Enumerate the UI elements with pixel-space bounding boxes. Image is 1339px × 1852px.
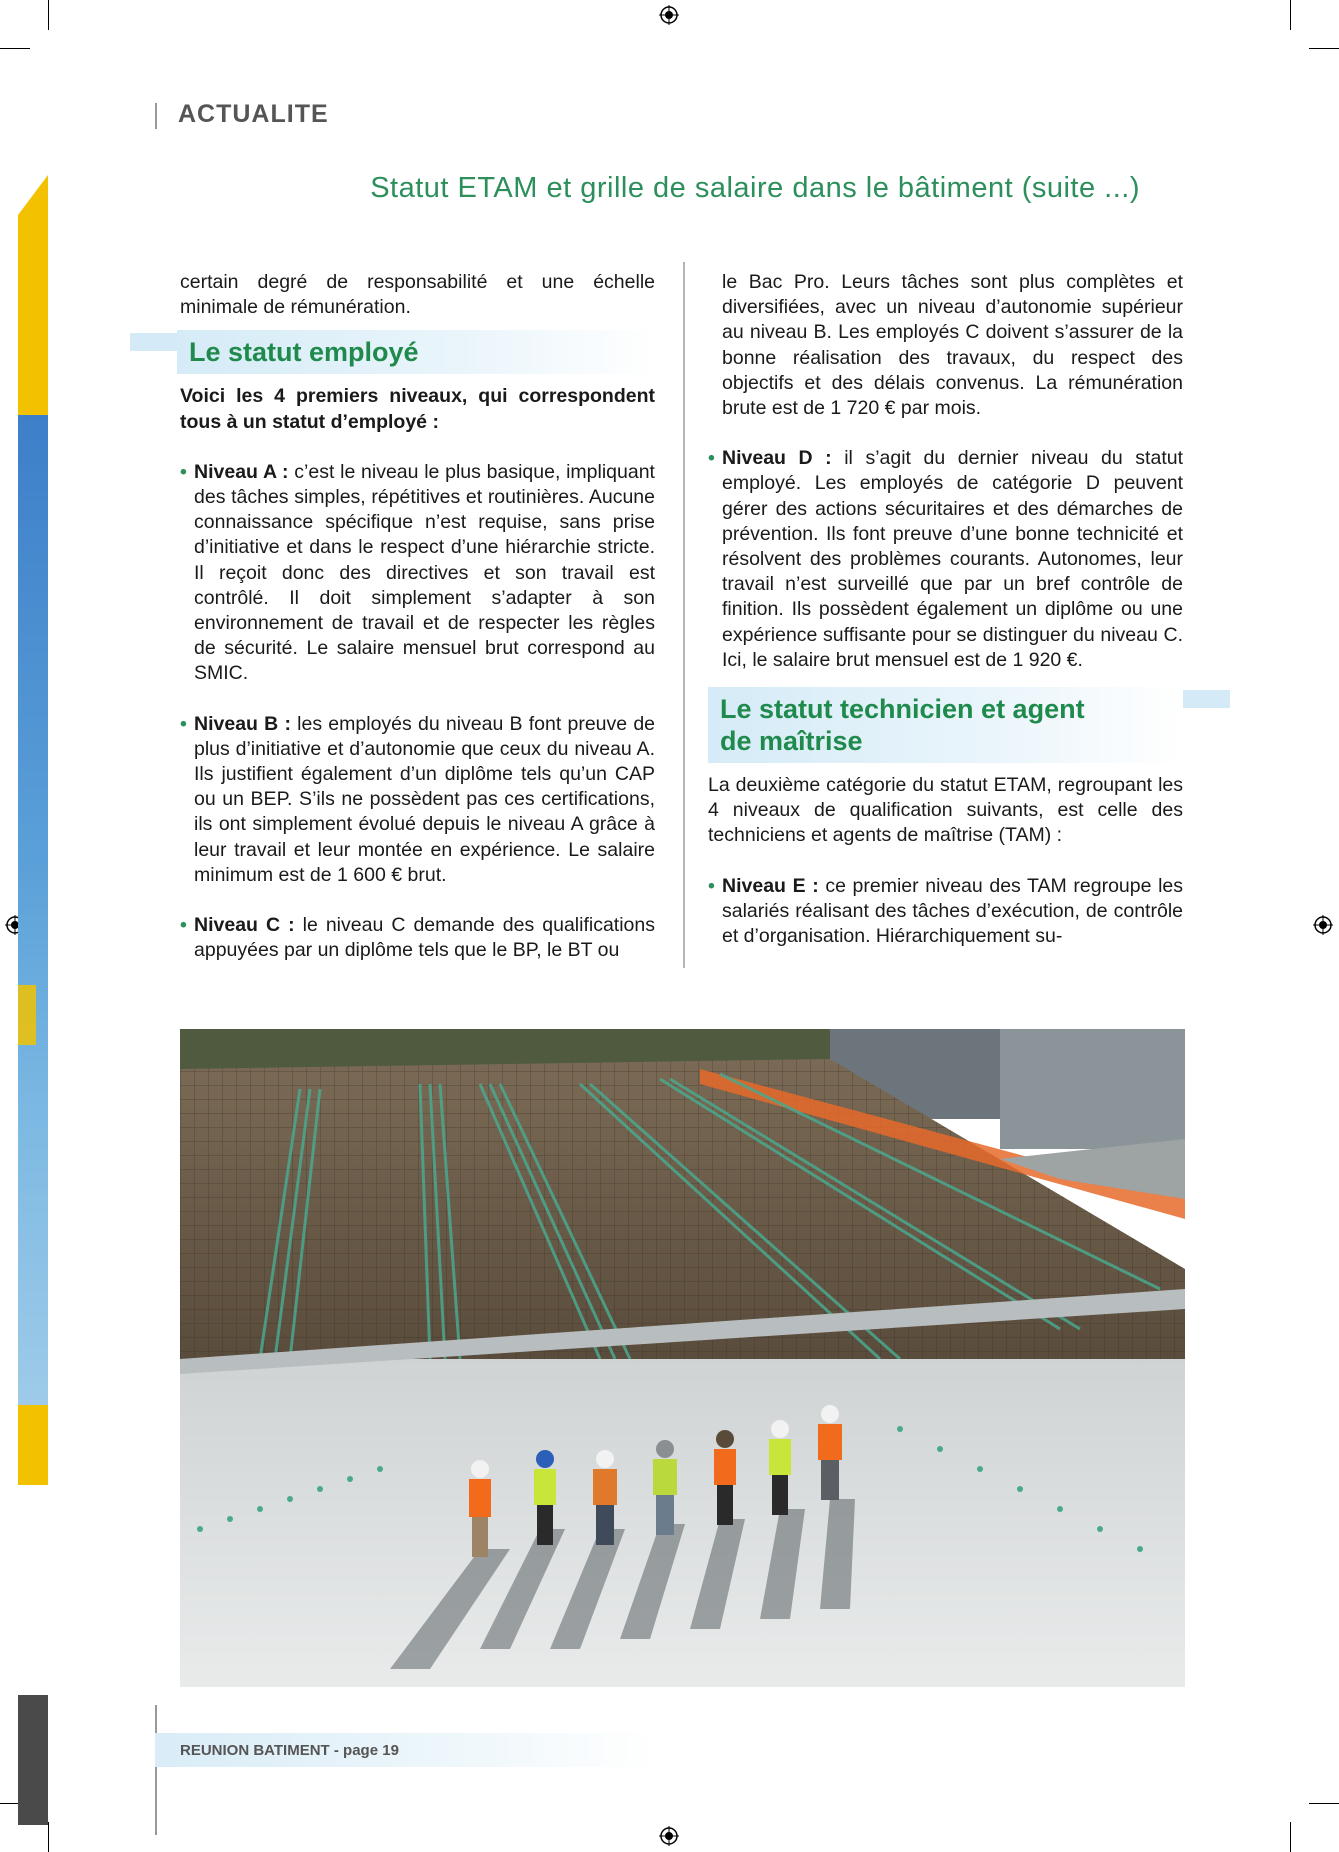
section-heading	[720, 693, 1171, 757]
heading-line: Le statut technicien et agent	[720, 694, 1085, 725]
intro-text: certain degré de responsabilité et une échelle minimale de rémunération.	[180, 271, 655, 319]
crop-mark	[1290, 1822, 1291, 1852]
list-item	[180, 460, 655, 687]
construction-site-illustration	[180, 1029, 1185, 1687]
item-text: ce premier niveau des TAM regroupe les salariés réalisant des tâches d’exécution, de contrôle et d’organisation. Hiérarchiquement su-	[722, 874, 1183, 948]
bullet-icon: •	[708, 447, 715, 470]
crop-mark	[48, 0, 49, 30]
footer-divider	[155, 1705, 157, 1835]
item-text: le niveau C demande des qualifications appuyées par un diplôme tels que le BP, le BT ou	[194, 914, 655, 962]
bullet-icon: •	[180, 712, 187, 735]
registration-mark-icon	[1313, 915, 1333, 935]
registration-mark-icon	[659, 5, 679, 25]
crop-mark	[1290, 0, 1291, 30]
section-heading: Le statut employé	[189, 337, 419, 368]
crop-mark	[48, 1822, 49, 1852]
heading-accent-line	[130, 333, 178, 351]
left-column	[180, 270, 655, 963]
continuation-text: le Bac Pro. Leurs tâches sont plus complètes et diversifiées, avec un niveau d’autonomie supérieur au niveau B. Les employés C doivent s’assurer de la bonne réalisation des travaux, du respect des objectifs et des délais convenus. La rémunération brute est de 1 720 € par mois.	[722, 271, 1183, 420]
item-label: Niveau B :	[194, 712, 291, 735]
heading-box	[708, 687, 1183, 763]
registration-mark-icon	[659, 1826, 679, 1846]
decorative-sidebar-strip	[18, 175, 50, 1515]
item-text: il s’agit du dernier niveau du statut employé. Les employés de catégorie D peuvent gérer des actions sécuritaires et des démarches de prévention. Ils font preuve d’une bonne technicité et résolvent des problèmes courants. Autonomes, leur travail n’est surveillé que par un bref contrôle de finition. Ils possèdent également un diplôme ou une expérience suffisante pour se distinguer du niveau C. Ici, le salaire brut mensuel est de 1 920 €.	[722, 447, 1184, 671]
crop-mark	[0, 48, 30, 49]
right-column	[708, 270, 1183, 949]
bullet-icon: •	[180, 460, 187, 483]
lead-text: Voici les 4 premiers niveaux, qui correspondent tous à un statut d’employé :	[180, 385, 655, 433]
item-label: Niveau E :	[722, 874, 819, 897]
page-title: Statut ETAM et grille de salaire dans le bâtiment (suite ...)	[370, 172, 1140, 204]
heading-accent-line	[1180, 690, 1230, 708]
decorative-dark-block	[18, 1695, 48, 1825]
crop-mark	[1309, 48, 1339, 49]
item-label: Niveau A :	[194, 460, 289, 483]
list-item	[180, 712, 655, 888]
bullet-icon: •	[708, 874, 715, 897]
heading-line: de maîtrise	[720, 726, 863, 757]
bullet-icon: •	[180, 914, 187, 937]
footer-text: REUNION BATIMENT - page 19	[180, 1742, 399, 1759]
item-label: Niveau D :	[722, 447, 832, 470]
list-item	[180, 913, 655, 963]
heading-box	[177, 330, 655, 374]
list-item	[708, 446, 1183, 673]
item-text: les employés du niveau B font preuve de plus d’initiative et d’autonomie que ceux du niveau A. Ils justifient également d’un diplôme tels qu’un CAP ou un BEP. S’ils ne possèdent pas ces certifications, ils ont simplement évolué depuis le niveau A grâce à leur travail et leur montée en expérience. Le salaire minimum est de 1 600 € brut.	[194, 712, 656, 886]
list-item	[708, 874, 1183, 950]
construction-site-photo	[180, 1029, 1185, 1687]
crop-mark	[1309, 1803, 1339, 1804]
section-divider	[155, 103, 157, 129]
section-label: ACTUALITE	[178, 100, 329, 128]
paragraph: La deuxième catégorie du statut ETAM, regroupant les 4 niveaux de qualification suivants, est celle des techniciens et agents de maîtrise (TAM) :	[708, 774, 1183, 847]
item-label: Niveau C :	[194, 914, 295, 937]
item-text: c’est le niveau le plus basique, impliquant des tâches simples, répétitives et routinières. Aucune connaissance spécifique n’est requise, sans prise d’initiative et dans le respect d’une hiérarchie stricte. Il reçoit donc des directives et son travail est contrôlé. Il doit simplement s’adapter à son environnement de travail et de respecter les règles de sécurité. Le salaire mensuel brut correspond au SMIC.	[194, 460, 655, 685]
column-divider	[683, 262, 685, 968]
